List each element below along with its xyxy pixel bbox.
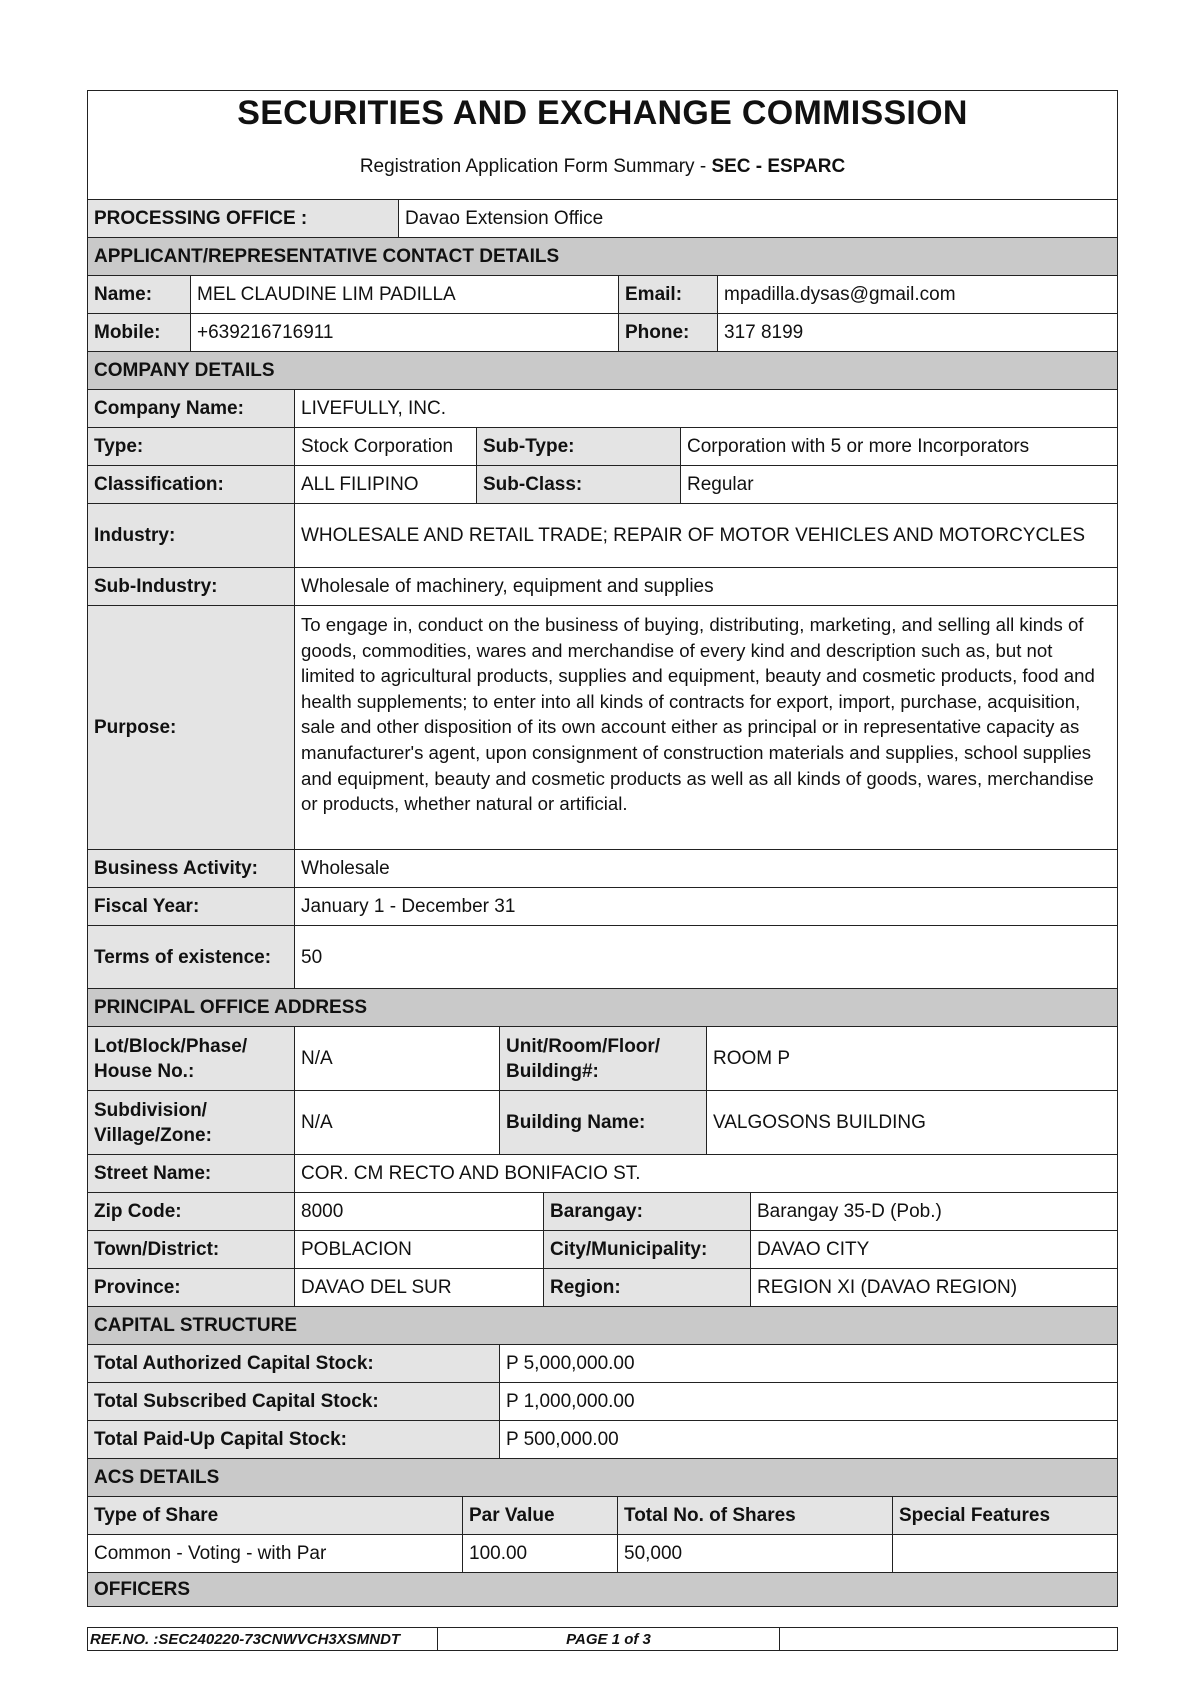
acs-par-cell: 100.00 <box>462 1535 617 1572</box>
phone-value: 317 8199 <box>717 314 1117 351</box>
industry-label: Industry: <box>88 504 294 567</box>
fiscal-year-row <box>88 887 1117 925</box>
authorized-value: P 5,000,000.00 <box>499 1345 1117 1382</box>
barangay-label: Barangay: <box>543 1193 750 1230</box>
town-value: POBLACION <box>294 1231 543 1268</box>
lot-label: Lot/Block/Phase/ House No.: <box>88 1027 294 1090</box>
zip-value: 8000 <box>294 1193 543 1230</box>
subclass-label: Sub-Class: <box>476 466 680 503</box>
subindustry-value: Wholesale of machinery, equipment and supplies <box>294 568 1117 605</box>
subdivision-row <box>88 1090 1117 1154</box>
subindustry-label: Sub-Industry: <box>88 568 294 605</box>
contact-section-title: APPLICANT/REPRESENTATIVE CONTACT DETAILS <box>88 238 1117 275</box>
province-label: Province: <box>88 1269 294 1306</box>
city-value: DAVAO CITY <box>750 1231 1117 1268</box>
company-section-header <box>88 351 1117 389</box>
capital-section-title: CAPITAL STRUCTURE <box>88 1307 1117 1344</box>
type-row <box>88 427 1117 465</box>
region-label: Region: <box>543 1269 750 1306</box>
company-name-row <box>88 389 1117 427</box>
terms-row <box>88 925 1117 988</box>
terms-label: Terms of existence: <box>88 926 294 988</box>
acs-col-type: Type of Share <box>88 1497 462 1534</box>
industry-row <box>88 503 1117 567</box>
subtype-label: Sub-Type: <box>476 428 680 465</box>
subtitle-prefix: Registration Application Form Summary - <box>359 156 712 177</box>
region-value: REGION XI (DAVAO REGION) <box>750 1269 1117 1306</box>
province-row <box>88 1268 1117 1306</box>
mobile-label: Mobile: <box>88 314 190 351</box>
subdivision-label: Subdivision/ Village/Zone: <box>88 1091 294 1154</box>
processing-office-value: Davao Extension Office <box>398 200 1117 237</box>
classification-value: ALL FILIPINO <box>294 466 476 503</box>
paidup-row <box>88 1420 1117 1458</box>
authorized-row <box>88 1344 1117 1382</box>
processing-office-row <box>88 199 1117 237</box>
subtype-value: Corporation with 5 or more Incorporators <box>680 428 1117 465</box>
purpose-label: Purpose: <box>88 606 294 849</box>
acs-header-row <box>88 1496 1117 1534</box>
name-label: Name: <box>88 276 190 313</box>
business-activity-row <box>88 849 1117 887</box>
acs-section-header <box>88 1458 1117 1496</box>
title-block <box>88 91 1117 199</box>
street-label: Street Name: <box>88 1155 294 1192</box>
subclass-value: Regular <box>680 466 1117 503</box>
zip-row <box>88 1192 1117 1230</box>
page-number: PAGE 1 of 3 <box>438 1628 780 1650</box>
page-subtitle <box>94 154 1111 179</box>
email-value: mpadilla.dysas@gmail.com <box>717 276 1117 313</box>
phone-label: Phone: <box>618 314 717 351</box>
address-section-title: PRINCIPAL OFFICE ADDRESS <box>88 989 1117 1026</box>
barangay-value: Barangay 35-D (Pob.) <box>750 1193 1117 1230</box>
contact-section-header <box>88 237 1117 275</box>
reference-number: REF.NO. :SEC240220-73CNWVCH3XSMNDT <box>88 1628 438 1650</box>
type-value: Stock Corporation <box>294 428 476 465</box>
acs-features-cell <box>892 1535 1117 1572</box>
paidup-value: P 500,000.00 <box>499 1421 1117 1458</box>
fiscal-year-label: Fiscal Year: <box>88 888 294 925</box>
company-section-title: COMPANY DETAILS <box>88 352 1117 389</box>
unit-label: Unit/Room/Floor/ Building#: <box>499 1027 706 1090</box>
zip-label: Zip Code: <box>88 1193 294 1230</box>
paidup-label: Total Paid-Up Capital Stock: <box>88 1421 499 1458</box>
terms-value: 50 <box>294 926 1117 988</box>
acs-type-cell: Common - Voting - with Par <box>94 1543 327 1564</box>
officers-section-header <box>88 1572 1117 1606</box>
industry-value: WHOLESALE AND RETAIL TRADE; REPAIR OF MOTOR VEHICLES AND MOTORCYCLES <box>294 504 1117 567</box>
business-activity-value: Wholesale <box>294 850 1117 887</box>
subscribed-row <box>88 1382 1117 1420</box>
table-row <box>88 1534 1117 1572</box>
province-value: DAVAO DEL SUR <box>294 1269 543 1306</box>
purpose-row <box>88 605 1117 849</box>
address-section-header <box>88 988 1117 1026</box>
subdivision-value: N/A <box>294 1091 499 1154</box>
building-name-label: Building Name: <box>499 1091 706 1154</box>
processing-office-label: PROCESSING OFFICE : <box>88 200 398 237</box>
street-row <box>88 1154 1117 1192</box>
street-value: COR. CM RECTO AND BONIFACIO ST. <box>294 1155 1117 1192</box>
acs-col-par: Par Value <box>462 1497 617 1534</box>
contact-row-1 <box>88 275 1117 313</box>
name-value: MEL CLAUDINE LIM PADILLA <box>190 276 618 313</box>
officers-section-title: OFFICERS <box>88 1573 1117 1606</box>
authorized-label: Total Authorized Capital Stock: <box>88 1345 499 1382</box>
company-name-label: Company Name: <box>88 390 294 427</box>
town-row <box>88 1230 1117 1268</box>
business-activity-label: Business Activity: <box>88 850 294 887</box>
subscribed-label: Total Subscribed Capital Stock: <box>88 1383 499 1420</box>
lot-value: N/A <box>294 1027 499 1090</box>
subscribed-value: P 1,000,000.00 <box>499 1383 1117 1420</box>
subindustry-row <box>88 567 1117 605</box>
building-name-value: VALGOSONS BUILDING <box>706 1091 1117 1154</box>
page-footer <box>87 1627 1118 1651</box>
city-label: City/Municipality: <box>543 1231 750 1268</box>
title-row <box>88 91 1117 199</box>
capital-section-header <box>88 1306 1117 1344</box>
subtitle-bold: SEC - ESPARC <box>711 156 846 177</box>
type-label: Type: <box>88 428 294 465</box>
acs-shares-cell: 50,000 <box>617 1535 892 1572</box>
classification-row <box>88 465 1117 503</box>
town-label: Town/District: <box>88 1231 294 1268</box>
purpose-value: To engage in, conduct on the business of buying, distributing, marketing, and selling all kinds of goods, commodities, wares and merchandise of every kind and description such as, but not limited to agricultural products, supplies and equipment, beauty and cosmetic products, food and health supplements; to enter into all kinds of contracts for export, import, purchase, acquisition, sale and other disposition of its own account either as principal or in representative capacity as manufacturer's agent, upon consignment of construction materials and supplies, school supplies and equipment, beauty and cosmetic products as well as all kinds of goods, wares, merchandise or products, whether natural or artificial. <box>294 606 1117 849</box>
unit-value: ROOM P <box>706 1027 1117 1090</box>
page-title: SECURITIES AND EXCHANGE COMMISSION <box>237 94 968 132</box>
classification-label: Classification: <box>88 466 294 503</box>
mobile-value: +639216716911 <box>190 314 618 351</box>
acs-section-title: ACS DETAILS <box>88 1459 1117 1496</box>
fiscal-year-value: January 1 - December 31 <box>294 888 1117 925</box>
acs-col-features: Special Features <box>892 1497 1117 1534</box>
contact-row-2 <box>88 313 1117 351</box>
company-name-value: LIVEFULLY, INC. <box>294 390 1117 427</box>
footer-blank-cell <box>780 1628 1117 1650</box>
email-label: Email: <box>618 276 717 313</box>
acs-col-shares: Total No. of Shares <box>617 1497 892 1534</box>
registration-form <box>87 90 1118 1607</box>
lot-row <box>88 1026 1117 1090</box>
